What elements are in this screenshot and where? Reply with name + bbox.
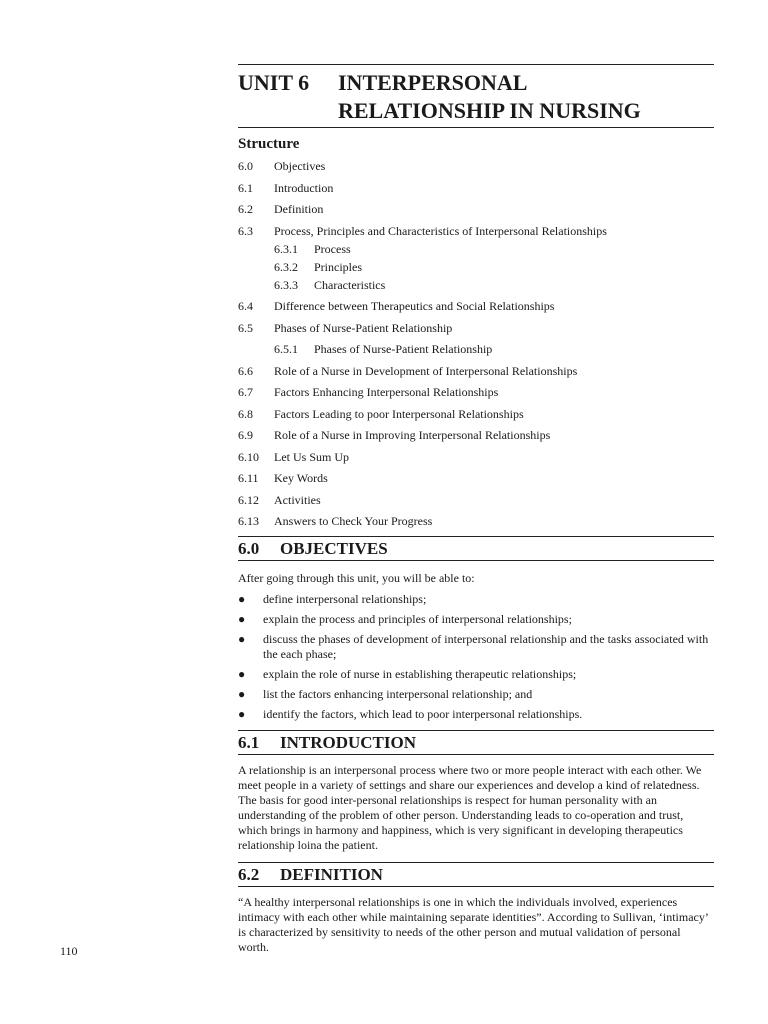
toc-entry: [238, 471, 714, 486]
bullet-icon: ●: [238, 686, 246, 701]
toc-sublabel: Characteristics: [314, 277, 386, 292]
toc-label: Activities: [274, 492, 321, 507]
page-content: [238, 64, 714, 955]
structure-title: Structure: [238, 136, 300, 152]
introduction-text: A relationship is an interpersonal process where two or more people interact with each other. We meet people in a variety of settings and share our experiences and develop a kind of relatedness. The basis for good inter-personal relationships is respect for human personality with an understanding of the problem of other person. Understanding leads to co-operation and trust, which brings in harmony and happiness, which is very significant in developing therapeutics relationship loina the patient.: [238, 762, 702, 852]
toc-entry: [238, 159, 714, 174]
toc-entry: [238, 407, 714, 422]
toc-entry: [238, 202, 714, 217]
toc-number: 6.4: [238, 299, 253, 313]
section-number: 6.2: [238, 864, 260, 884]
toc-subnumber: 6.5.1: [274, 342, 298, 356]
toc-label: Factors Leading to poor Interpersonal Relationships: [274, 406, 524, 421]
list-item: [238, 707, 714, 722]
objectives-list: [238, 592, 714, 722]
toc-subnumber: 6.3.3: [274, 277, 298, 292]
unit-title: [338, 69, 641, 125]
section-number: 6.0: [238, 538, 260, 558]
section-title: INTRODUCTION: [280, 732, 417, 752]
toc-label: Introduction: [274, 180, 334, 195]
list-item: [238, 592, 714, 607]
unit-header: [238, 69, 714, 125]
bullet-icon: ●: [238, 591, 246, 606]
list-item: [238, 687, 714, 702]
toc-number: 6.8: [238, 406, 253, 421]
toc-number: 6.2: [238, 202, 253, 216]
list-item: [238, 667, 714, 682]
bullet-text: explain the process and principles of interpersonal relationships;: [263, 611, 572, 626]
bullet-text: discuss the phases of development of interpersonal relationship and the tasks associated with the each phase;: [263, 631, 709, 661]
toc-label: Factors Enhancing Interpersonal Relationships: [274, 385, 499, 399]
toc-entry: [238, 321, 714, 358]
toc-entry: [238, 450, 714, 465]
toc-number: 6.3: [238, 223, 253, 238]
page-number: 110: [60, 944, 78, 958]
objectives-intro: After going through this unit, you will be able to:: [238, 570, 475, 585]
toc-entry: [238, 364, 714, 379]
toc-label: Definition: [274, 202, 324, 216]
toc-entry: [238, 224, 714, 293]
bullet-text: explain the role of nurse in establishing therapeutic relationships;: [263, 666, 577, 681]
toc-label: Role of a Nurse in Improving Interpersonal Relationships: [274, 428, 551, 442]
toc-number: 6.11: [238, 471, 259, 485]
toc-label: Role of a Nurse in Development of Interpersonal Relationships: [274, 363, 578, 378]
bullet-icon: ●: [238, 666, 246, 681]
toc-sublabel: Process: [314, 241, 351, 256]
bullet-icon: ●: [238, 631, 246, 646]
toc-number: 6.13: [238, 514, 259, 528]
toc-entry: [238, 385, 714, 400]
toc-label: Let Us Sum Up: [274, 449, 349, 464]
toc-number: 6.7: [238, 385, 253, 399]
toc-number: 6.10: [238, 449, 259, 464]
bullet-text: list the factors enhancing interpersonal relationship; and: [263, 686, 533, 701]
toc-number: 6.9: [238, 428, 253, 442]
bullet-icon: ●: [238, 611, 246, 626]
bullet-icon: ●: [238, 706, 246, 721]
toc-label: Difference between Therapeutics and Social Relationships: [274, 299, 555, 313]
bullet-text: define interpersonal relationships;: [263, 591, 427, 606]
toc-subnumber: 6.3.2: [274, 259, 298, 274]
toc-entry: [238, 493, 714, 508]
section-title: OBJECTIVES: [280, 538, 388, 558]
toc-label: Objectives: [274, 159, 326, 173]
toc-label: Answers to Check Your Progress: [274, 514, 433, 528]
toc-number: 6.12: [238, 492, 259, 507]
toc-label: Process, Principles and Characteristics of Interpersonal Relationships: [274, 223, 607, 238]
list-item: [238, 632, 714, 662]
section-title: DEFINITION: [280, 864, 383, 884]
toc-entry: [238, 428, 714, 443]
top-rule: [238, 64, 714, 65]
objectives-heading: [238, 536, 714, 561]
section-number: 6.1: [238, 732, 260, 752]
toc-number: 6.0: [238, 159, 253, 173]
definition-text: “A healthy interpersonal relationships is one in which the individuals involved, experiences intimacy with each other while maintaining separate identities”. According to Sullivan, ‘intimacy’ is characterized by sensitivity to needs of the other person and mutual validation of personal worth.: [238, 894, 708, 954]
bullet-text: identify the factors, which lead to poor interpersonal relationships.: [263, 706, 583, 721]
structure-toc: [238, 159, 714, 529]
toc-number: 6.1: [238, 180, 253, 195]
unit-label: UNIT 6: [238, 70, 310, 95]
header-bottom-rule: [238, 127, 714, 128]
toc-label: Key Words: [274, 471, 328, 485]
toc-entry: [238, 514, 714, 529]
introduction-heading: [238, 730, 714, 755]
definition-heading: [238, 862, 714, 887]
list-item: [238, 612, 714, 627]
unit-title-line2: RELATIONSHIP IN NURSING: [338, 98, 641, 123]
toc-sublabel: Phases of Nurse-Patient Relationship: [314, 342, 493, 356]
unit-title-line1: INTERPERSONAL: [338, 70, 528, 95]
toc-number: 6.5: [238, 320, 253, 335]
toc-subnumber: 6.3.1: [274, 241, 298, 256]
toc-number: 6.6: [238, 363, 253, 378]
toc-entry: [238, 181, 714, 196]
toc-entry: [238, 299, 714, 314]
toc-sublabel: Principles: [314, 259, 362, 274]
toc-label: Phases of Nurse-Patient Relationship: [274, 320, 453, 335]
